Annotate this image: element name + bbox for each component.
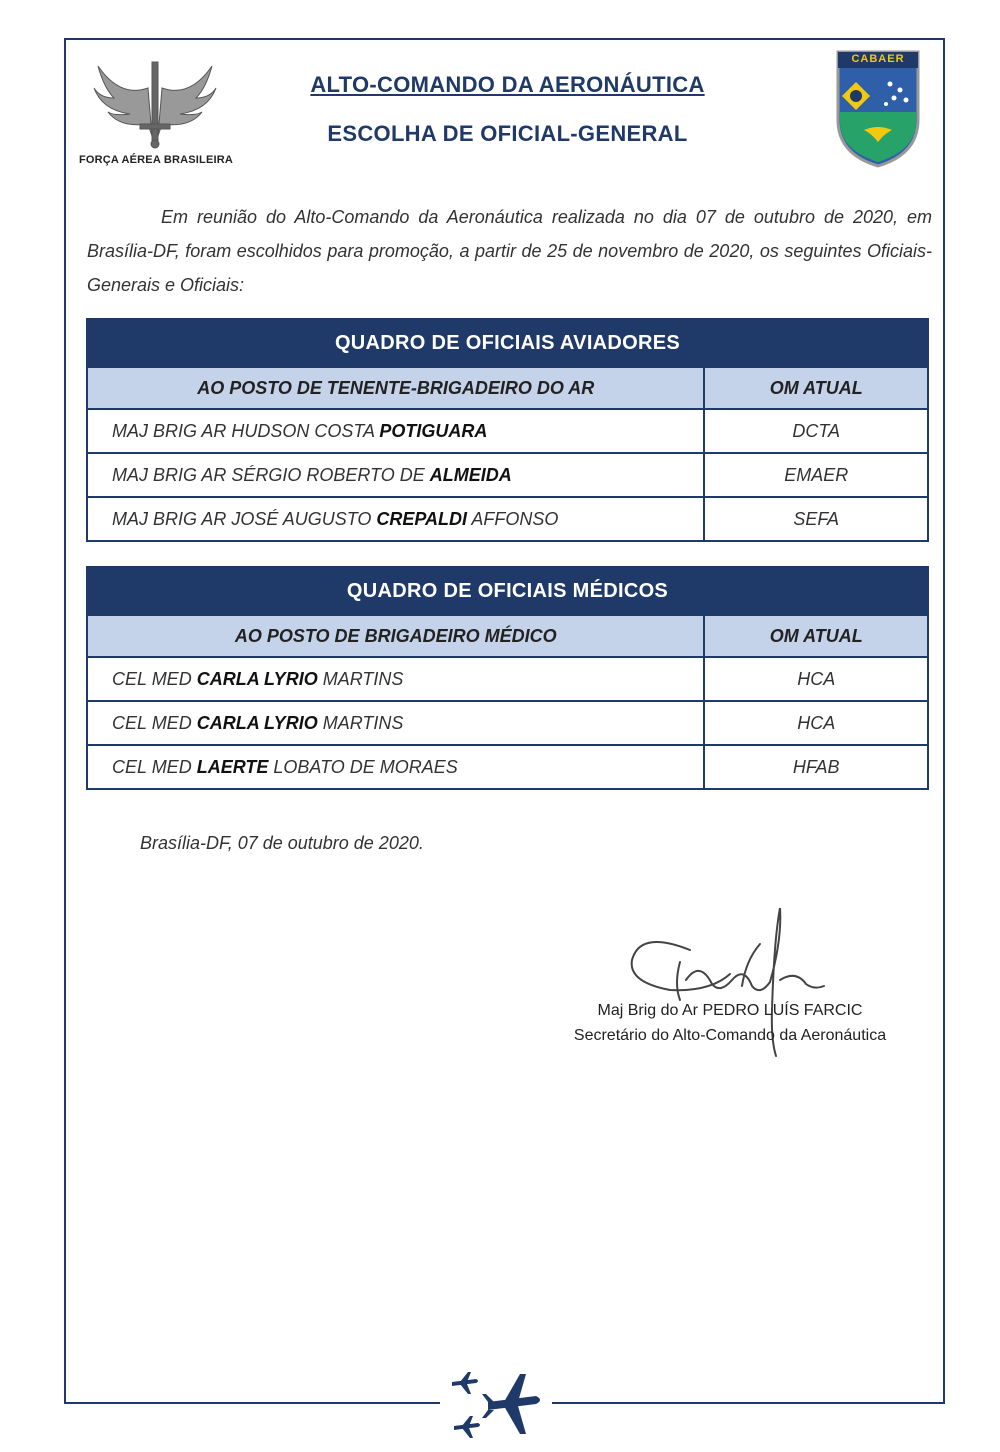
table-medicos <box>86 566 929 790</box>
om-value: HCA <box>704 701 928 745</box>
airplanes-icon <box>448 1366 544 1442</box>
column-header-om: OM ATUAL <box>704 367 928 409</box>
table-row <box>87 701 928 745</box>
om-value: HCA <box>704 657 928 701</box>
document-title: ALTO-COMANDO DA AERONÁUTICA <box>310 72 705 97</box>
om-value: SEFA <box>704 497 928 541</box>
table-row <box>87 745 928 789</box>
om-value: HFAB <box>704 745 928 789</box>
date-line: Brasília-DF, 07 de outubro de 2020. <box>140 833 424 853</box>
signatory-name: Maj Brig do Ar PEDRO LUÍS FARCIC <box>597 1002 863 1019</box>
shield-icon <box>834 50 922 168</box>
officer-name: MAJ BRIG AR SÉRGIO ROBERTO DE ALMEIDA <box>87 453 704 497</box>
intro-paragraph <box>87 200 932 302</box>
column-header-posto: AO POSTO DE BRIGADEIRO MÉDICO <box>87 615 704 657</box>
table-title: QUADRO DE OFICIAIS AVIADORES <box>87 319 928 367</box>
officer-name: CEL MED LAERTE LOBATO DE MORAES <box>87 745 704 789</box>
winged-sword-icon <box>90 58 220 150</box>
table-row <box>87 497 928 541</box>
signatory-role: Secretário do Alto-Comando da Aeronáutica <box>573 1027 887 1044</box>
officer-name: CEL MED CARLA LYRIO MARTINS <box>87 701 704 745</box>
officer-name: MAJ BRIG AR HUDSON COSTA POTIGUARA <box>87 409 704 453</box>
cabaer-badge <box>834 50 922 168</box>
table-row <box>87 453 928 497</box>
document-subtitle: ESCOLHA DE OFICIAL-GENERAL <box>327 121 688 146</box>
table-aviadores <box>86 318 929 542</box>
table-row <box>87 409 928 453</box>
column-header-posto: AO POSTO DE TENENTE-BRIGADEIRO DO AR <box>87 367 704 409</box>
column-header-om: OM ATUAL <box>704 615 928 657</box>
fab-logo <box>76 58 236 170</box>
om-value: DCTA <box>704 409 928 453</box>
om-value: EMAER <box>704 453 928 497</box>
officer-name: MAJ BRIG AR JOSÉ AUGUSTO CREPALDI AFFONSO <box>87 497 704 541</box>
badge-text: CABAER <box>851 53 905 65</box>
logo-caption: FORÇA AÉREA BRASILEIRA <box>78 154 234 166</box>
table-title: QUADRO DE OFICIAIS MÉDICOS <box>87 567 928 615</box>
table-row <box>87 657 928 701</box>
officer-name: CEL MED CARLA LYRIO MARTINS <box>87 657 704 701</box>
intro-text: Em reunião do Alto-Comando da Aeronáutica realizada no dia 07 de outubro de 2020, em Brasília-DF, foram escolhidos para promoção, a partir de 25 de novembro de 2020, os seguintes Oficiais-Generais e Oficiais: <box>87 207 932 295</box>
